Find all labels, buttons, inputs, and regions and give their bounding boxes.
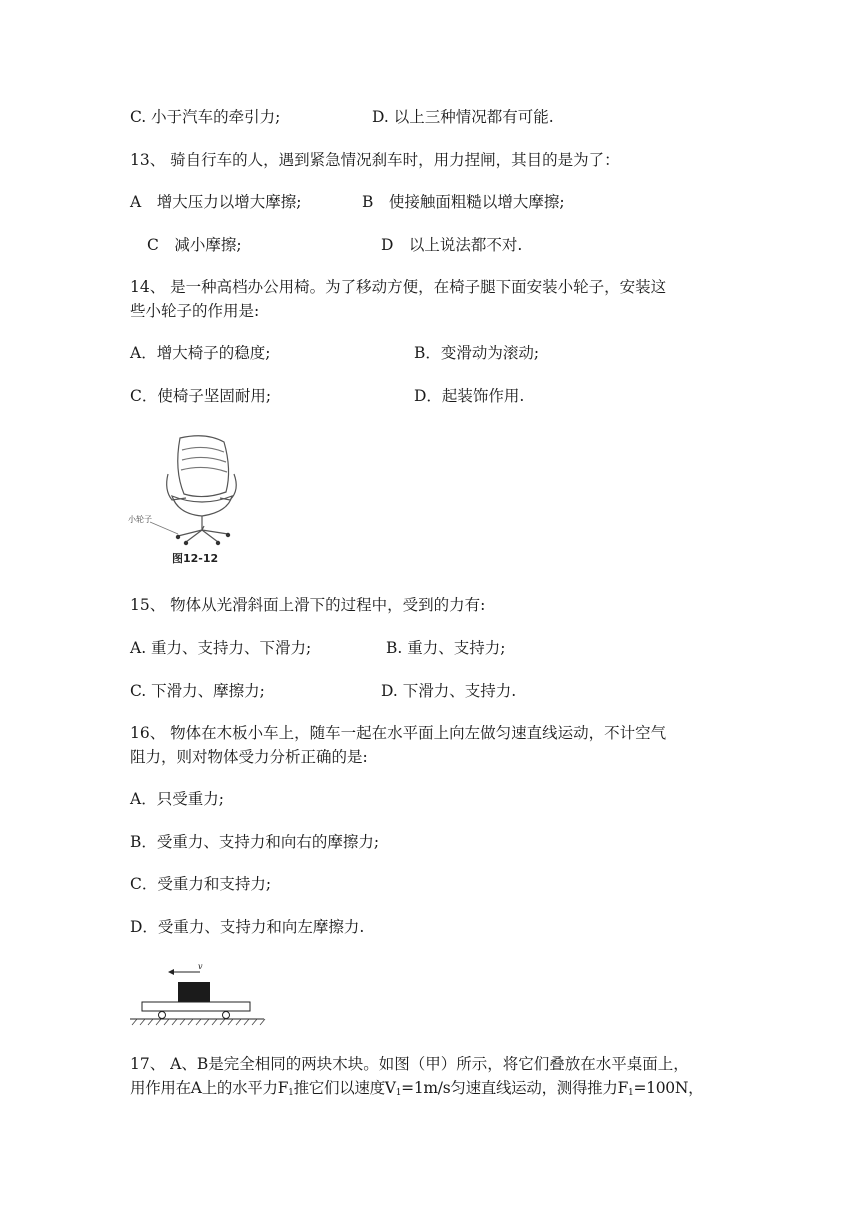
- q14-option-a: A．增大椅子的稳度;: [130, 344, 271, 362]
- q13-option-a: A 增大压力以增大摩擦;: [130, 193, 302, 211]
- q15-option-a: A. 重力、支持力、下滑力;: [130, 639, 312, 657]
- q15-options-row-2: [130, 681, 517, 701]
- wheel-label: 小轮子: [128, 515, 152, 524]
- q15-option-d: D. 下滑力、支持力.: [381, 682, 517, 700]
- q16-stem-line-2: 阻力，则对物体受力分析正确的是:: [130, 748, 368, 766]
- chair-figure: [128, 430, 248, 566]
- q15-option-c: C. 下滑力、摩擦力;: [130, 682, 265, 700]
- q14-option-c: C．使椅子坚固耐用;: [130, 387, 272, 405]
- chair-illustration: [128, 430, 248, 566]
- q17-sub-1: 1: [288, 1088, 294, 1098]
- cart-figure: [128, 962, 268, 1026]
- q16-option-c: C．受重力和支持力;: [130, 875, 272, 893]
- q13-options-row-1: [130, 192, 565, 212]
- q12-option-d: D. 以上三种情况都有可能.: [372, 108, 554, 126]
- q17-text-2: 推它们以速度V: [293, 1079, 396, 1097]
- q17-sub-2: 1: [395, 1088, 402, 1098]
- q17-stem-line-1: 17、 A、B是完全相同的两块木块。如图（甲）所示，将它们叠放在水平桌面上，: [130, 1055, 689, 1073]
- velocity-label: v: [198, 962, 203, 971]
- q12-option-c: C. 小于汽车的牵引力;: [130, 108, 281, 126]
- q15-stem: 15、 物体从光滑斜面上滑下的过程中，受到的力有:: [130, 596, 486, 614]
- q16-stem-line-1: 16、 物体在木板小车上，随车一起在水平面上向左做匀速直线运动，不计空气: [130, 724, 667, 742]
- q14-stem-line-1: 14、 是一种高档办公用椅。为了移动方便，在椅子腿下面安装小轮子，安装这: [130, 278, 667, 296]
- q17-text-3: =1m/s匀速直线运动，测得推力F: [401, 1079, 629, 1097]
- q14-option-b: B．变滑动为滚动;: [414, 344, 540, 362]
- q13-options-row-2: [147, 235, 523, 255]
- q15-option-b: B. 重力、支持力;: [386, 639, 506, 657]
- cart-illustration: [128, 962, 268, 1026]
- q14-options-row-2: [130, 386, 525, 406]
- q13-stem: 13、 骑自行车的人，遇到紧急情况刹车时，用力捏闸，其目的是为了：: [130, 151, 620, 169]
- q14-stem-line-2: 些小轮子的作用是:: [130, 302, 260, 320]
- q13-option-b: B 使接触面粗糙以增大摩擦;: [362, 193, 565, 211]
- q16-option-d: D．受重力、支持力和向左摩擦力.: [130, 918, 365, 936]
- q16-option-a: A．只受重力;: [130, 790, 224, 808]
- figure-caption: 图12-12: [172, 552, 219, 565]
- q17-sub-3: 1: [628, 1088, 634, 1098]
- q13-option-c: C 减小摩擦;: [147, 236, 242, 254]
- q15-options-row-1: [130, 638, 506, 658]
- q17-text-1: 用作用在A上的水平力F: [130, 1079, 289, 1097]
- q17-text-4: =100N，: [633, 1079, 704, 1097]
- q14-option-d: D．起装饰作用.: [414, 387, 525, 405]
- q16-option-b: B．受重力、支持力和向右的摩擦力;: [130, 833, 380, 851]
- q14-options-row-1: [130, 343, 540, 363]
- q17-stem-line-2: [130, 1078, 703, 1103]
- q12-options-row: [130, 107, 554, 127]
- q13-option-d: D 以上说法都不对.: [381, 236, 523, 254]
